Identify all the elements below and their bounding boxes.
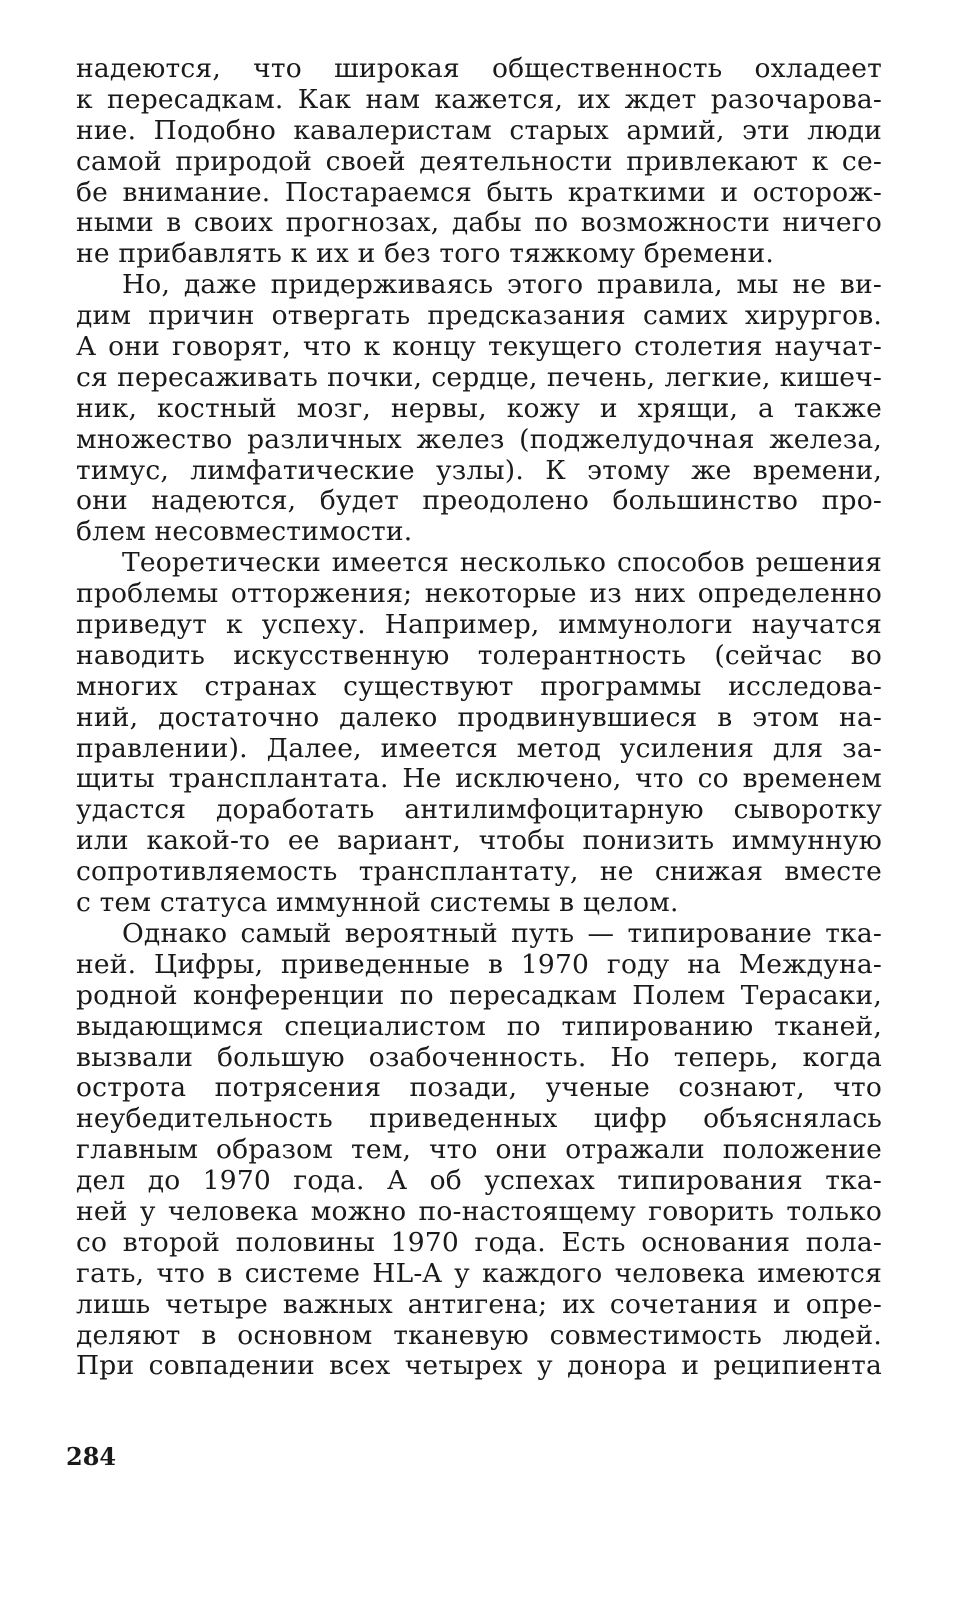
- text-line: блем несовместимости.: [76, 516, 413, 548]
- text-line: деляют в основном тканевую совместимость людей.: [76, 1319, 882, 1351]
- text-line: А они говорят, что к концу текущего столетия научат-: [76, 331, 882, 363]
- text-line: ник, костный мозг, нервы, кожу и хрящи, а также: [76, 392, 882, 424]
- text-line: острота потрясения позади, ученые сознают, что: [76, 1072, 882, 1104]
- text-line: ными в своих прогнозах, дабы по возможности ничего: [76, 207, 882, 239]
- text-line: удастся доработать антилимфоцитарную сыворотку: [76, 794, 882, 826]
- text-line: дим причин отвергать предсказания самих хирургов.: [76, 300, 882, 332]
- text-line: проблемы отторжения; некоторые из них определенно: [76, 578, 882, 610]
- text-line: При совпадении всех четырех у донора и реципиента: [76, 1350, 882, 1382]
- text-line: тимус, лимфатические узлы). К этому же времени,: [76, 454, 882, 486]
- text-line: к пересадкам. Как нам кажется, их ждет разочарова-: [76, 83, 882, 115]
- text-line: ние. Подобно кавалеристам старых армий, эти люди: [76, 114, 882, 146]
- text-line: со второй половины 1970 года. Есть основания пола-: [76, 1226, 882, 1258]
- text-line: ся пересаживать почки, сердце, печень, легкие, кишеч-: [76, 361, 882, 393]
- text-line: Однако самый вероятный путь — типирование тка-: [122, 917, 882, 949]
- text-line: дел до 1970 года. А об успехах типирования тка-: [76, 1165, 882, 1197]
- text-line: правлении). Далее, имеется метод усиления для за-: [76, 732, 882, 764]
- text-line: выдающимся специалистом по типированию тканей,: [76, 1010, 882, 1042]
- text-line: наводить искусственную толерантность (сейчас во: [76, 639, 882, 671]
- text-line: приведут к успеху. Например, иммунологи научатся: [76, 609, 882, 641]
- text-line: ний, достаточно далеко продвинувшиеся в этом на-: [76, 701, 882, 733]
- text-line: не прибавлять к их и без того тяжкому бремени.: [76, 238, 775, 270]
- text-line: с тем статуса иммунной системы в целом.: [76, 887, 679, 919]
- text-line: родной конференции по пересадкам Полем Терасаки,: [76, 979, 882, 1011]
- text-line: Но, даже придерживаясь этого правила, мы не ви-: [122, 269, 882, 301]
- text-line: вызвали большую озабоченность. Но теперь, когда: [76, 1041, 882, 1073]
- text-line: неубедительность приведенных цифр объяснялась: [76, 1103, 882, 1135]
- page-number: 284: [66, 1442, 117, 1471]
- text-line: щиты трансплантата. Не исключено, что со временем: [76, 763, 882, 795]
- page-text-block: [76, 54, 882, 1382]
- text-line: бе внимание. Постараемся быть краткими и осторож-: [76, 176, 882, 208]
- text-line: многих странах существуют программы исследова-: [76, 670, 882, 702]
- text-line: множество различных желез (поджелудочная железа,: [76, 423, 882, 455]
- text-line: лишь четыре важных антигена; их сочетания и опре-: [76, 1288, 882, 1320]
- text-line: ней у человека можно по-настоящему говорить только: [76, 1195, 882, 1227]
- text-line: самой природой своей деятельности привлекают к се-: [76, 145, 882, 177]
- text-line: гать, что в системе HL-A у каждого человека имеются: [76, 1257, 882, 1289]
- text-line: главным образом тем, что они отражали положение: [76, 1134, 882, 1166]
- text-line: они надеются, будет преодолено большинство про-: [76, 485, 882, 517]
- text-line: надеются, что широкая общественность охладеет: [76, 53, 882, 84]
- text-line: или какой-то ее вариант, чтобы понизить иммунную: [76, 825, 882, 857]
- text-line: сопротивляемость трансплантату, не снижая вместе: [76, 856, 882, 888]
- text-line: ней. Цифры, приведенные в 1970 году на Междуна-: [76, 948, 882, 980]
- text-line: Теоретически имеется несколько способов решения: [122, 547, 882, 579]
